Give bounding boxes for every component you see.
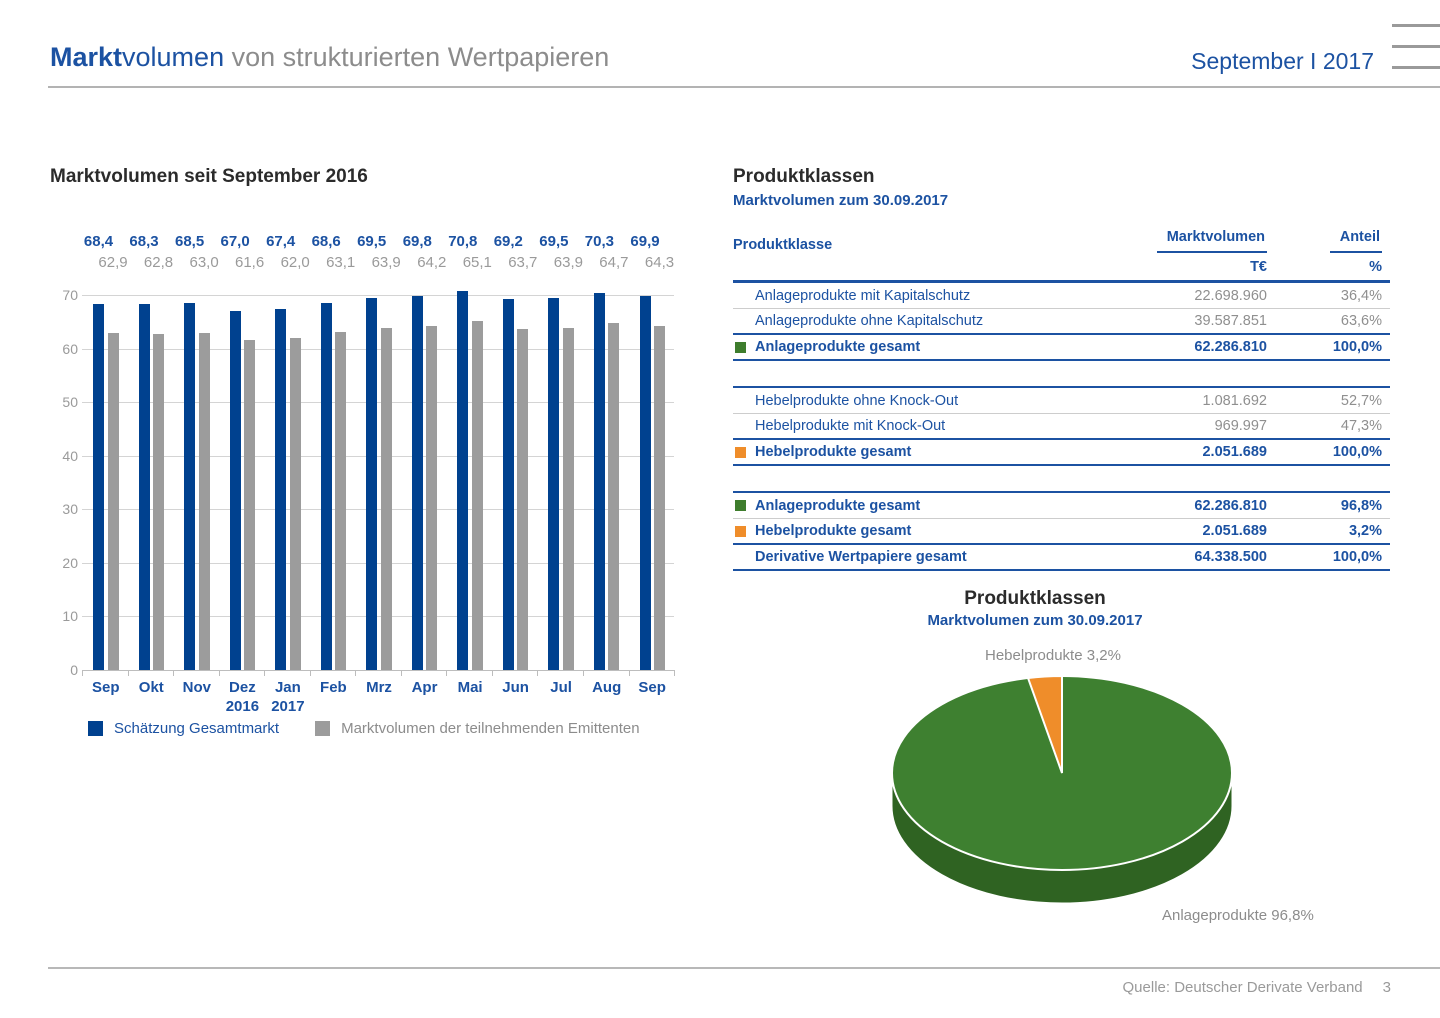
x-axis-tick [355,670,356,676]
y-axis-tick-label: 10 [62,608,78,625]
bar-gesamtmarkt [640,296,651,671]
bar-emittenten [153,334,164,670]
table-row [733,309,1390,335]
bar-gesamtmarkt [184,303,195,670]
page-title-suffix: von strukturierten Wertpapieren [224,42,610,72]
x-axis-tick [128,670,129,676]
row-label: Anlageprodukte gesamt [755,339,921,355]
row-value: 62.286.810 [1194,339,1267,355]
data-label-emittenten: 63,9 [553,254,583,271]
gridline [82,295,674,296]
x-axis-month-label: Nov [182,679,211,696]
x-axis-month-label: Aug [592,679,622,696]
pie-label-anlageprodukte: Anlageprodukte 96,8% [1162,907,1314,924]
table-subtitle: Marktvolumen zum 30.09.2017 [733,192,949,209]
legend-swatch-icon [315,721,330,736]
data-label-gesamtmarkt: 69,8 [402,233,432,250]
x-axis-tick [401,670,402,676]
row-label: Hebelprodukte gesamt [755,444,912,460]
table-block [733,283,1390,361]
data-label-emittenten: 64,3 [644,254,675,271]
table-row [733,388,1390,414]
bar-emittenten [608,323,619,670]
data-label-gesamtmarkt: 70,3 [584,233,614,250]
bar-gesamtmarkt [548,298,559,670]
row-share: 100,0% [1332,339,1382,355]
x-axis-month-label: Mrz [366,679,392,696]
source-text: Quelle: Deutscher Derivate Verband [1122,979,1363,996]
x-axis-month-label: Sep [92,679,120,696]
data-label-emittenten: 63,1 [326,254,356,271]
row-share: 96,8% [1340,497,1382,514]
table-block [733,386,1390,466]
data-label-gesamtmarkt: 67,4 [266,233,296,250]
bar-emittenten [517,329,528,670]
data-label-gesamtmarkt: 68,4 [83,233,114,250]
row-value: 39.587.851 [1194,313,1267,329]
row-share: 100,0% [1332,549,1382,565]
x-axis-month-label: Jul [550,679,572,696]
unit-percent: % [1369,258,1382,275]
table-row [733,440,1390,466]
column-header-anteil: Anteil [1330,229,1382,253]
data-label-gesamtmarkt: 69,5 [357,233,387,250]
data-label-emittenten: 63,7 [508,254,538,271]
data-label-emittenten: 63,9 [371,254,401,271]
data-label-gesamtmarkt: 68,6 [311,233,341,250]
row-label: Anlageprodukte mit Kapitalschutz [755,287,971,304]
orange-square-icon [735,447,746,458]
x-axis-month-label: Feb [320,679,347,696]
legend-swatch-icon [88,721,103,736]
bar-emittenten [654,326,665,671]
bar-gesamtmarkt [93,304,104,670]
row-value: 64.338.500 [1194,549,1267,565]
green-square-icon [735,500,746,511]
gridline [82,349,674,350]
y-axis-tick-label: 30 [62,501,78,518]
pie-chart-title: Produktklassen [964,588,1106,609]
x-axis-tick [219,670,220,676]
row-label: Anlageprodukte gesamt [755,497,921,514]
data-label-gesamtmarkt: 70,8 [448,233,478,250]
legend-label: Schätzung Gesamtmarkt [114,720,280,737]
row-value: 62.286.810 [1194,497,1267,514]
data-label-gesamtmarkt: 68,3 [129,233,159,250]
legend-item [315,720,640,737]
gridline [82,456,674,457]
x-axis-tick [310,670,311,676]
bar-emittenten [426,326,437,670]
x-axis-month-label: Jun [502,679,529,696]
x-axis-tick [173,670,174,676]
data-label-emittenten: 63,0 [189,254,219,271]
x-axis-month-label: Apr [411,679,438,696]
y-axis-tick-label: 20 [62,554,78,571]
green-square-icon [735,342,746,353]
legend-item [88,720,279,737]
y-axis-tick-label: 60 [62,340,78,357]
y-axis-tick-label: 50 [62,394,78,411]
row-label: Hebelprodukte mit Knock-Out [755,418,946,434]
page-title-bold: Markt [50,42,123,72]
orange-square-icon [735,526,746,537]
x-axis-tick [629,670,630,676]
column-header-marktvolumen: Marktvolumen [1157,229,1267,253]
row-value: 1.081.692 [1202,392,1267,409]
row-label: Hebelprodukte ohne Knock-Out [755,392,959,409]
bar-chart-title: Marktvolumen seit September 2016 [50,166,368,187]
legend-label: Marktvolumen der teilnehmenden Emittenten [341,720,640,737]
x-axis-month-label: Okt [138,679,164,696]
y-axis-tick-label: 0 [70,662,78,678]
footer-divider [48,967,1440,969]
bar-emittenten [335,332,346,670]
footer [1123,979,1391,996]
bar-emittenten [472,321,483,670]
table-row [733,335,1390,361]
page-title-regular: volumen [122,42,225,72]
gridline [82,616,674,617]
data-label-gesamtmarkt: 67,0 [220,233,250,250]
x-axis-month-label: Sep [638,679,666,696]
data-label-emittenten: 65,1 [462,254,492,271]
gridline [82,509,674,510]
bar-gesamtmarkt [230,311,241,670]
table-row [733,545,1390,571]
row-value: 2.051.689 [1202,523,1267,539]
row-label: Hebelprodukte gesamt [755,523,912,539]
pie-label-hebelprodukte: Hebelprodukte 3,2% [985,647,1121,664]
table-row [733,414,1390,440]
data-label-emittenten: 64,2 [417,254,447,271]
x-axis-tick [583,670,584,676]
table-row [733,519,1390,545]
table-row [733,283,1390,309]
row-value: 2.051.689 [1202,444,1267,460]
bar-emittenten [563,328,574,670]
bar-gesamtmarkt [321,303,332,671]
bar-emittenten [381,328,392,670]
row-share: 47,3% [1340,418,1382,434]
x-axis-tick [446,670,447,676]
bar-gesamtmarkt [275,309,286,670]
x-axis-year-label: 2016 [225,698,260,715]
table-row [733,493,1390,519]
report-date: September I 2017 [1191,48,1374,74]
table-body [733,283,1390,571]
row-value: 969.997 [1214,418,1267,434]
data-label-gesamtmarkt: 69,5 [539,233,569,250]
bar-gesamtmarkt [594,293,605,670]
x-axis-tick [537,670,538,676]
bar-gesamtmarkt [412,296,423,670]
row-value: 22.698.960 [1194,287,1267,304]
table-block [733,491,1390,571]
product-table [733,226,1390,571]
gridline [82,402,674,403]
row-share: 3,2% [1348,523,1382,539]
table-header-row [733,226,1390,253]
data-label-emittenten: 62,0 [280,254,310,271]
row-share: 100,0% [1332,444,1382,460]
data-label-gesamtmarkt: 68,5 [174,233,205,250]
bar-gesamtmarkt [366,298,377,670]
data-label-gesamtmarkt: 69,9 [630,233,660,250]
gridline [82,563,674,564]
pie-chart [880,662,1250,922]
x-axis-line [82,670,675,671]
page-number: 3 [1382,979,1391,996]
pie-chart-subtitle: Marktvolumen zum 30.09.2017 [927,612,1143,629]
data-label-emittenten: 62,9 [98,254,128,271]
data-label-emittenten: 64,7 [599,254,629,271]
row-share: 36,4% [1340,287,1382,304]
bar-emittenten [199,333,210,671]
table-unit-row [733,253,1390,283]
row-label: Anlageprodukte ohne Kapitalschutz [755,313,984,329]
x-axis-month-label: Mai [457,679,483,696]
table-title: Produktklassen [733,166,875,187]
row-share: 52,7% [1340,392,1382,409]
bar-emittenten [244,340,255,670]
column-header-produktklasse: Produktklasse [733,237,833,253]
bar-chart-legend [88,720,640,737]
bar-gesamtmarkt [457,291,468,670]
x-axis-year-label: 2017 [271,698,305,715]
data-label-gesamtmarkt: 69,2 [493,233,523,250]
data-label-emittenten: 61,6 [234,254,265,271]
x-axis-month-label: Jan [274,679,301,696]
bar-emittenten [290,338,301,670]
x-axis-tick [492,670,493,676]
x-axis-tick [674,670,675,676]
data-label-emittenten: 62,8 [143,254,174,271]
bar-gesamtmarkt [503,299,514,670]
y-axis-tick-label: 70 [62,287,78,303]
bar-gesamtmarkt [139,304,150,670]
bar-emittenten [108,333,119,670]
row-share: 63,6% [1340,313,1382,329]
row-label: Derivative Wertpapiere gesamt [755,549,967,565]
y-axis-tick-label: 40 [62,447,78,464]
unit-teuro: T€ [1250,258,1267,275]
x-axis-tick [82,670,83,676]
x-axis-tick [264,670,265,676]
x-axis-month-label: Dez [229,679,256,696]
